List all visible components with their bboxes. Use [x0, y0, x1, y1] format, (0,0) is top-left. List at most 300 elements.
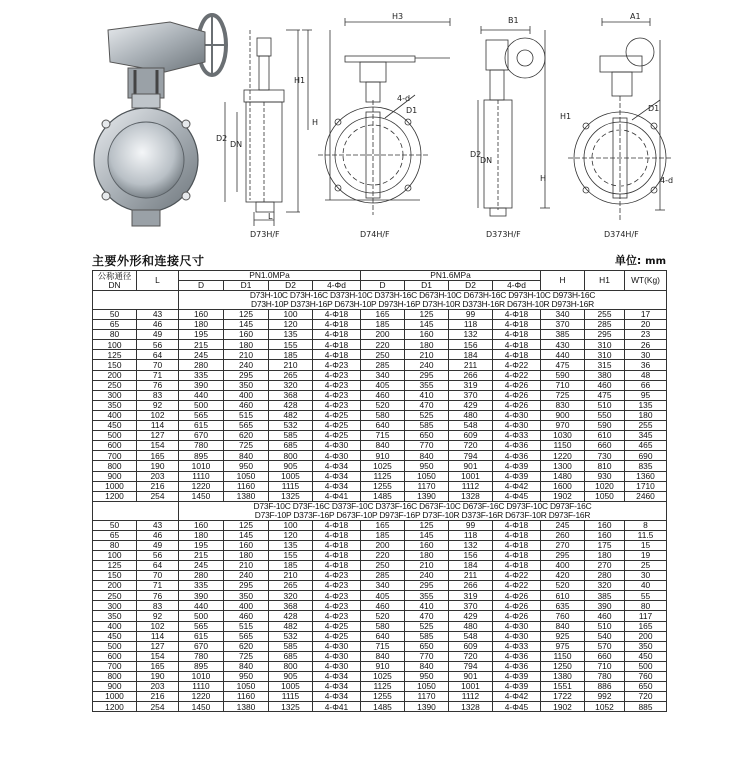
- table-cell: 180: [179, 320, 224, 330]
- table-cell: 127: [137, 431, 179, 441]
- table-cell: 4-Φ25: [313, 621, 361, 631]
- table-cell: 4-Φ30: [313, 661, 361, 671]
- table-cell: 56: [137, 550, 179, 560]
- table-cell: 46: [137, 530, 179, 540]
- table-cell: 49: [137, 330, 179, 340]
- table-cell: 4-Φ30: [313, 451, 361, 461]
- table-cell: 500: [625, 661, 667, 671]
- table-cell: 64: [137, 560, 179, 570]
- table-cell: 117: [625, 611, 667, 621]
- table-cell: 210: [269, 571, 313, 581]
- table-row: [93, 611, 667, 621]
- table-cell: 145: [224, 530, 269, 540]
- table-cell: 135: [269, 330, 313, 340]
- table-cell: 1050: [405, 682, 449, 692]
- dim-h1b-label: H1: [560, 112, 572, 121]
- table-cell: 240: [405, 571, 449, 581]
- table-cell: 405: [361, 591, 405, 601]
- table-cell: 280: [179, 571, 224, 581]
- table-cell: 4-Φ18: [313, 350, 361, 360]
- gearbox: [108, 22, 205, 72]
- header-dn: [93, 271, 137, 291]
- table-cell: 160: [179, 520, 224, 530]
- table-cell: 220: [361, 340, 405, 350]
- table-row: [93, 431, 667, 441]
- table-cell: 1025: [361, 672, 405, 682]
- table-cell: 1050: [224, 471, 269, 481]
- table-cell: 155: [269, 340, 313, 350]
- table-cell: 4-Φ30: [313, 641, 361, 651]
- table-cell: 135: [625, 400, 667, 410]
- table-cell: 370: [449, 601, 493, 611]
- header-h1: H1: [585, 271, 625, 291]
- table-cell: 410: [405, 601, 449, 611]
- table-cell: 250: [361, 350, 405, 360]
- model-codes-line: D73H-10C D73H-16C D373H-10C D373H-16C D673H-10C D673H-16C D973H-10C D973H-16C: [249, 290, 596, 301]
- table-cell: 4-Φ26: [493, 380, 541, 390]
- table-cell: 565: [224, 421, 269, 431]
- table-cell: 430: [541, 340, 585, 350]
- table-cell: 1200: [93, 491, 137, 501]
- table-cell: 125: [93, 560, 137, 570]
- dim-hb-label: H: [540, 174, 547, 183]
- table-cell: 685: [269, 651, 313, 661]
- table-cell: 794: [449, 451, 493, 461]
- table-cell: 260: [541, 530, 585, 540]
- table-cell: 1328: [449, 702, 493, 712]
- table-cell: 565: [224, 631, 269, 641]
- table-cell: 1112: [449, 481, 493, 491]
- table-cell: 460: [585, 380, 625, 390]
- table-cell: 4-Φ18: [493, 310, 541, 320]
- table-cell: 95: [625, 390, 667, 400]
- table-cell: 92: [137, 400, 179, 410]
- table-cell: 250: [93, 380, 137, 390]
- table-cell: 715: [361, 431, 405, 441]
- table-cell: 4-Φ34: [313, 692, 361, 702]
- table-row: [93, 540, 667, 550]
- table-cell: 4-Φ18: [313, 530, 361, 540]
- table-cell: 70: [137, 360, 179, 370]
- table-cell: 216: [137, 692, 179, 702]
- table-cell: 26: [625, 340, 667, 350]
- table-row: [93, 421, 667, 431]
- table-cell: 300: [93, 390, 137, 400]
- table-cell: 71: [137, 581, 179, 591]
- table-cell: 1112: [449, 692, 493, 702]
- table-cell: 475: [541, 360, 585, 370]
- table-cell: 285: [361, 571, 405, 581]
- header-wt: WT(Kg): [625, 271, 667, 291]
- table-cell: 320: [585, 581, 625, 591]
- table-cell: 15: [625, 540, 667, 550]
- table-cell: 4-Φ25: [313, 421, 361, 431]
- table-cell: 190: [137, 461, 179, 471]
- table-cell: 470: [405, 400, 449, 410]
- dim-l-label: L: [268, 212, 273, 221]
- table-cell: 400: [93, 621, 137, 631]
- table-cell: 1220: [179, 481, 224, 491]
- table-cell: 125: [224, 310, 269, 320]
- table-cell: 4-Φ18: [493, 350, 541, 360]
- table-cell: 585: [405, 631, 449, 641]
- table-cell: 4-Φ36: [493, 661, 541, 671]
- header-bolt: 4-Φd: [313, 281, 361, 291]
- table-cell: 650: [405, 641, 449, 651]
- table-cell: 245: [179, 350, 224, 360]
- table-cell: 310: [585, 350, 625, 360]
- table-cell: 780: [179, 441, 224, 451]
- dim-d2b-label: D2: [470, 150, 482, 159]
- table-cell: 4-Φ36: [493, 651, 541, 661]
- table-row: [93, 410, 667, 420]
- table-cell: 520: [361, 611, 405, 621]
- table-cell: 510: [585, 621, 625, 631]
- table-cell: 145: [405, 530, 449, 540]
- table-cell: 46: [137, 320, 179, 330]
- table-cell: 390: [179, 380, 224, 390]
- table-cell: 4-Φ26: [493, 601, 541, 611]
- table-cell: 970: [541, 421, 585, 431]
- table-cell: 600: [93, 651, 137, 661]
- table-cell: 800: [269, 661, 313, 671]
- table-cell: 254: [137, 491, 179, 501]
- table-cell: 266: [449, 581, 493, 591]
- table-cell: 4-Φ34: [313, 672, 361, 682]
- table-cell: 320: [269, 591, 313, 601]
- table-cell: 1485: [361, 491, 405, 501]
- table-cell: 1220: [541, 451, 585, 461]
- table-cell: 4-Φ34: [313, 471, 361, 481]
- table-cell: 532: [269, 421, 313, 431]
- table-cell: 8: [625, 520, 667, 530]
- table-cell: 210: [405, 350, 449, 360]
- table-cell: 585: [269, 641, 313, 651]
- table-cell: 635: [541, 601, 585, 611]
- table-cell: 482: [269, 621, 313, 631]
- table-cell: 585: [269, 431, 313, 441]
- table-cell: 50: [93, 310, 137, 320]
- table-cell: 350: [224, 591, 269, 601]
- table-cell: 1380: [224, 702, 269, 712]
- table-cell: 760: [541, 611, 585, 621]
- table-cell: 780: [585, 672, 625, 682]
- table-cell: 180: [224, 550, 269, 560]
- table-cell: 1050: [224, 682, 269, 692]
- table-cell: 1110: [179, 471, 224, 481]
- table-cell: 4-Φ23: [313, 571, 361, 581]
- table-cell: 1390: [405, 491, 449, 501]
- table-cell: 590: [541, 370, 585, 380]
- table-cell: 4-Φ26: [493, 611, 541, 621]
- table-cell: 475: [585, 390, 625, 400]
- table-cell: 1380: [224, 491, 269, 501]
- table-cell: 4-Φ36: [493, 451, 541, 461]
- table-cell: 925: [541, 631, 585, 641]
- table-cell: 580: [361, 621, 405, 631]
- caption-d373: D373H/F: [486, 230, 521, 239]
- table-cell: 211: [449, 360, 493, 370]
- table-cell: 2460: [625, 491, 667, 501]
- table-cell: 368: [269, 390, 313, 400]
- table-cell: 350: [224, 380, 269, 390]
- table-cell: 440: [179, 390, 224, 400]
- table-cell: 620: [224, 641, 269, 651]
- table-cell: 185: [269, 560, 313, 570]
- table-cell: 4-Φ23: [313, 601, 361, 611]
- table-cell: 992: [585, 692, 625, 702]
- table-cell: 835: [625, 461, 667, 471]
- table-cell: 114: [137, 631, 179, 641]
- table-cell: 710: [585, 661, 625, 671]
- table-cell: 210: [224, 350, 269, 360]
- table-cell: 160: [179, 310, 224, 320]
- table-cell: 950: [224, 672, 269, 682]
- table-cell: 160: [224, 330, 269, 340]
- table-cell: 886: [585, 682, 625, 692]
- table-cell: 1710: [625, 481, 667, 491]
- table-cell: 700: [93, 661, 137, 671]
- table-cell: 1115: [269, 481, 313, 491]
- table-cell: 4-Φ45: [493, 491, 541, 501]
- table-cell: 1160: [224, 692, 269, 702]
- table-cell: 500: [93, 431, 137, 441]
- table-cell: 92: [137, 611, 179, 621]
- table-cell: 355: [405, 380, 449, 390]
- table-cell: 609: [449, 641, 493, 651]
- table-row: [93, 550, 667, 560]
- table-row: [93, 360, 667, 370]
- table-row: [93, 350, 667, 360]
- table-cell: 428: [269, 611, 313, 621]
- table-cell: 895: [179, 451, 224, 461]
- table-cell: 460: [585, 611, 625, 621]
- table-cell: 132: [449, 540, 493, 550]
- table-cell: 4-Φ18: [313, 540, 361, 550]
- table-row: [93, 631, 667, 641]
- table-cell: 690: [625, 451, 667, 461]
- table-cell: 450: [93, 421, 137, 431]
- table-cell: 350: [625, 641, 667, 651]
- table-cell: 295: [224, 581, 269, 591]
- table-cell: 1300: [541, 461, 585, 471]
- table-cell: 320: [269, 380, 313, 390]
- table-cell: 1052: [585, 702, 625, 712]
- table-cell: 4-Φ39: [493, 471, 541, 481]
- table-cell: 650: [405, 431, 449, 441]
- table-cell: 660: [585, 441, 625, 451]
- table-cell: 350: [93, 611, 137, 621]
- table-cell: 1250: [541, 661, 585, 671]
- table-cell: 1110: [179, 682, 224, 692]
- table-cell: 4-Φ22: [493, 370, 541, 380]
- table-cell: 220: [361, 550, 405, 560]
- table-cell: 48: [625, 370, 667, 380]
- table-cell: 840: [405, 451, 449, 461]
- header-d1: D1: [224, 281, 269, 291]
- table-cell: 4-Φ41: [313, 491, 361, 501]
- table-cell: 184: [449, 560, 493, 570]
- table-cell: 160: [585, 530, 625, 540]
- table-cell: 19: [625, 550, 667, 560]
- table-cell: 125: [224, 520, 269, 530]
- table-cell: 910: [361, 451, 405, 461]
- table-cell: 180: [405, 550, 449, 560]
- table-cell: 64: [137, 350, 179, 360]
- table-cell: 480: [449, 410, 493, 420]
- table-cell: 725: [541, 390, 585, 400]
- table-cell: 520: [361, 400, 405, 410]
- table-cell: 600: [93, 441, 137, 451]
- table-cell: 4-Φ18: [313, 340, 361, 350]
- table-cell: 565: [179, 621, 224, 631]
- header-d1-b: D1: [405, 281, 449, 291]
- table-cell: 100: [269, 520, 313, 530]
- table-cell: 609: [449, 431, 493, 441]
- table-cell: 350: [93, 400, 137, 410]
- table-cell: 610: [541, 591, 585, 601]
- table-cell: 4-Φ23: [313, 380, 361, 390]
- table-cell: 76: [137, 591, 179, 601]
- table-cell: 1170: [405, 481, 449, 491]
- table-cell: 1001: [449, 682, 493, 692]
- table-cell: 156: [449, 550, 493, 560]
- table-cell: 340: [361, 581, 405, 591]
- table-cell: 525: [405, 621, 449, 631]
- table-cell: 565: [179, 410, 224, 420]
- table-cell: 118: [449, 530, 493, 540]
- table-cell: 160: [405, 540, 449, 550]
- table-cell: 390: [179, 591, 224, 601]
- table-cell: 200: [361, 330, 405, 340]
- model-codes: [179, 501, 667, 520]
- table-cell: 100: [269, 310, 313, 320]
- header-d2-b: D2: [449, 281, 493, 291]
- table-cell: 11.5: [625, 530, 667, 540]
- table-cell: 615: [179, 421, 224, 431]
- model-codes-line: D73H-10P D373H-16P D673H-10P D973H-16P D73H-10R D373H-16R D673H-10R D973H-16R: [251, 299, 594, 310]
- table-cell: 4-Φ30: [313, 441, 361, 451]
- table-cell: 640: [361, 631, 405, 641]
- table-cell: 127: [137, 641, 179, 651]
- table-cell: 4-Φ26: [493, 591, 541, 601]
- table-cell: 340: [361, 370, 405, 380]
- dim-d1b-label: D1: [648, 104, 660, 113]
- drawing-d73: [225, 30, 312, 226]
- table-cell: 420: [541, 571, 585, 581]
- table-cell: 4-Φ23: [313, 400, 361, 410]
- table-cell: 203: [137, 682, 179, 692]
- table-cell: 4-Φ18: [313, 520, 361, 530]
- table-cell: 720: [449, 441, 493, 451]
- table-cell: 1010: [179, 461, 224, 471]
- table-cell: 580: [361, 410, 405, 420]
- table-cell: 685: [269, 441, 313, 451]
- table-cell: 4-Φ30: [493, 631, 541, 641]
- table-cell: 4-Φ22: [493, 360, 541, 370]
- table-cell: 254: [137, 702, 179, 712]
- table-cell: 720: [449, 651, 493, 661]
- table-cell: 1485: [361, 702, 405, 712]
- table-cell: 150: [93, 571, 137, 581]
- table-cell: 180: [224, 340, 269, 350]
- table-cell: 1115: [269, 692, 313, 702]
- table-cell: 480: [449, 621, 493, 631]
- table-cell: 800: [93, 461, 137, 471]
- table-cell: 1000: [93, 692, 137, 702]
- table-cell: 200: [361, 540, 405, 550]
- table-cell: 266: [449, 370, 493, 380]
- table-cell: 195: [179, 330, 224, 340]
- table-cell: 4-Φ18: [493, 530, 541, 540]
- table-cell: 4-Φ23: [313, 370, 361, 380]
- table-cell: 4-Φ41: [313, 702, 361, 712]
- table-cell: 4-Φ34: [313, 682, 361, 692]
- table-cell: 100: [93, 340, 137, 350]
- table-cell: 460: [361, 390, 405, 400]
- table-row: [93, 441, 667, 451]
- table-cell: 83: [137, 390, 179, 400]
- table-cell: 4-Φ45: [493, 702, 541, 712]
- table-row: [93, 340, 667, 350]
- table-cell: 295: [541, 550, 585, 560]
- table-row: [93, 520, 667, 530]
- table-cell: 295: [405, 370, 449, 380]
- unit-text: 单位:: [614, 254, 642, 267]
- table-cell: 548: [449, 421, 493, 431]
- table-cell: 4-Φ18: [493, 540, 541, 550]
- table-row: [93, 661, 667, 671]
- table-cell: 215: [179, 550, 224, 560]
- table-cell: 1150: [541, 651, 585, 661]
- table-cell: 1380: [541, 672, 585, 682]
- table-cell: 4-Φ23: [313, 581, 361, 591]
- unit-value: mm: [645, 256, 666, 267]
- table-cell: 265: [269, 581, 313, 591]
- table-cell: 460: [224, 400, 269, 410]
- dimension-table: [92, 270, 667, 712]
- table-cell: 4-Φ23: [313, 591, 361, 601]
- model-group-blank: [93, 291, 179, 310]
- table-cell: 65: [93, 320, 137, 330]
- table-cell: 4-Φ18: [313, 330, 361, 340]
- table-cell: 4-Φ25: [313, 631, 361, 641]
- table-cell: 930: [585, 471, 625, 481]
- table-row: [93, 560, 667, 570]
- table-cell: 1325: [269, 702, 313, 712]
- table-row: [93, 682, 667, 692]
- table-cell: 1600: [541, 481, 585, 491]
- table-cell: 285: [585, 320, 625, 330]
- table-cell: 4-Φ39: [493, 672, 541, 682]
- table-cell: 4-Φ39: [493, 682, 541, 692]
- table-cell: 901: [449, 461, 493, 471]
- table-cell: 4-Φ39: [493, 461, 541, 471]
- table-cell: 1255: [361, 692, 405, 702]
- table-cell: 510: [585, 400, 625, 410]
- model-group-row: [93, 291, 667, 310]
- table-cell: 4-Φ18: [313, 550, 361, 560]
- table-row: [93, 400, 667, 410]
- table-cell: 43: [137, 520, 179, 530]
- header-dn-line2: DN: [108, 279, 121, 290]
- table-cell: 295: [585, 330, 625, 340]
- table-cell: 460: [224, 611, 269, 621]
- table-cell: 400: [93, 410, 137, 420]
- table-cell: 550: [585, 410, 625, 420]
- table-row: [93, 672, 667, 682]
- table-cell: 4-Φ36: [493, 441, 541, 451]
